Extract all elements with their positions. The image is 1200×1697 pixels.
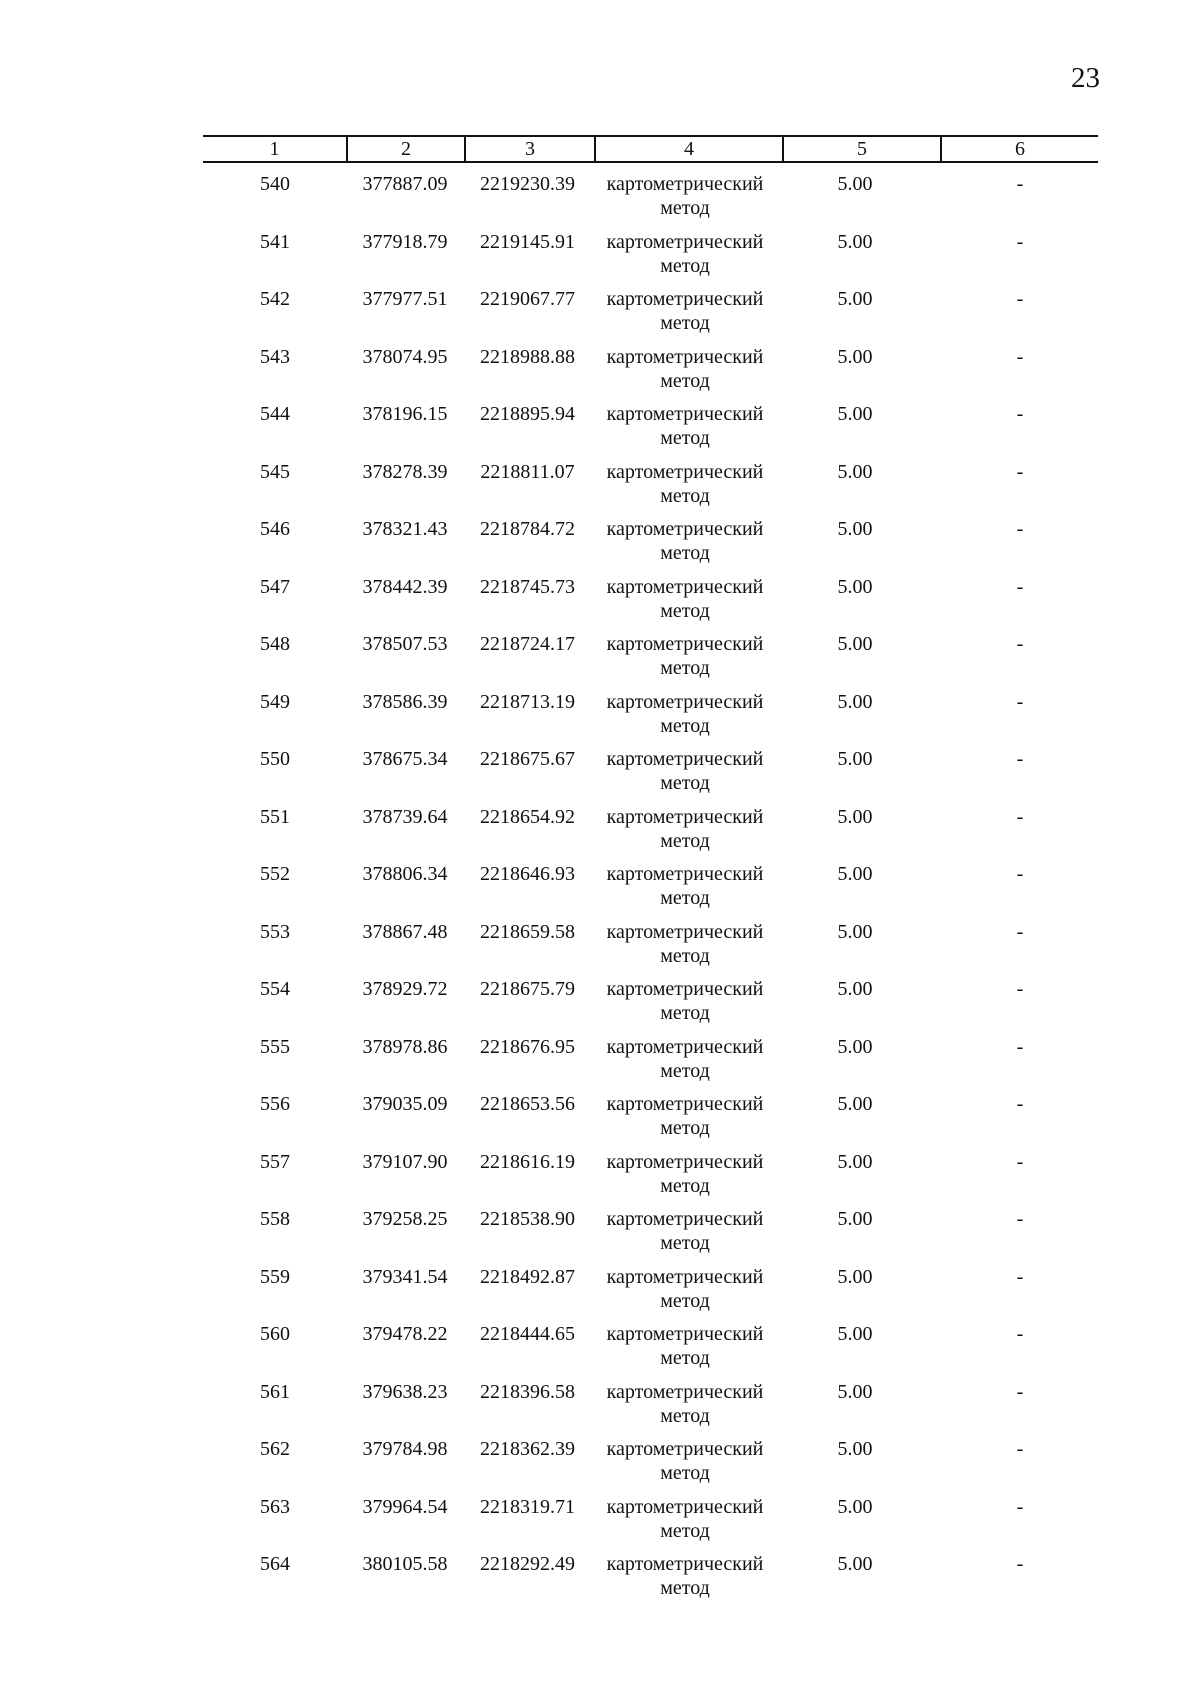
coordinate-x-cell: 377977.51 [362,288,448,310]
coordinate-y-cell: 2218811.07 [480,460,575,483]
method-line-2: метод [660,887,710,909]
point-number-cell: 558 [260,1208,290,1230]
coordinate-x-cell: 380105.58 [362,1553,448,1575]
table-row [0,1207,1200,1265]
header-col-5: 5 [782,137,940,161]
method-cell [595,1092,775,1140]
coordinate-x-cell: 379478.22 [362,1323,448,1345]
method-line-1: картометрический [606,748,764,770]
coordinate-x-cell: 378074.95 [362,345,448,368]
table-row [0,1437,1200,1495]
point-number-cell: 543 [260,345,290,368]
method-cell [595,1437,775,1485]
method-cell [595,1552,775,1600]
accuracy-cell: 5.00 [837,173,873,195]
coordinate-y-cell: 2218676.95 [480,1035,575,1058]
method-line-1: картометрический [606,173,764,195]
accuracy-cell: 5.00 [837,345,873,368]
note-cell: - [1016,1553,1024,1575]
point-number-cell: 544 [260,403,290,425]
coordinate-y-cell: 2219145.91 [480,230,575,253]
accuracy-cell: 5.00 [837,1208,873,1230]
point-number-cell: 548 [260,633,290,655]
coordinate-y-cell: 2218362.39 [480,1438,575,1460]
method-line-2: метод [660,657,710,679]
method-line-1: картометрический [606,1438,764,1460]
accuracy-cell: 5.00 [837,863,873,885]
coordinate-x-cell: 379638.23 [362,1380,448,1403]
note-cell: - [1016,805,1024,828]
method-cell [595,862,775,910]
method-line-2: метод [660,254,710,277]
coordinate-x-cell: 378929.72 [362,978,448,1000]
accuracy-cell: 5.00 [837,575,873,598]
coordinate-y-cell: 2218646.93 [480,863,575,885]
method-line-2: метод [660,542,710,564]
method-cell [595,1035,775,1083]
table-row [0,575,1200,633]
method-line-1: картометрический [606,1495,764,1518]
method-line-1: картометрический [606,863,764,885]
point-number-cell: 564 [260,1553,290,1575]
coordinate-x-cell: 378278.39 [362,460,448,483]
table-row [0,632,1200,690]
method-cell [595,805,775,853]
point-number-cell: 559 [260,1265,290,1288]
coordinate-x-cell: 378321.43 [362,518,448,540]
method-cell [595,977,775,1025]
coordinate-y-cell: 2218724.17 [480,633,575,655]
note-cell: - [1016,460,1024,483]
page-number: 23 [1071,62,1100,94]
note-cell: - [1016,230,1024,253]
method-cell [595,1495,775,1543]
coordinate-y-cell: 2218988.88 [480,345,575,368]
table-row [0,805,1200,863]
coordinate-x-cell: 378196.15 [362,403,448,425]
point-number-cell: 563 [260,1495,290,1518]
method-line-2: метод [660,1347,710,1369]
coordinate-x-cell: 378739.64 [362,805,448,828]
method-cell [595,632,775,680]
coordinate-y-cell: 2218492.87 [480,1265,575,1288]
method-line-1: картометрический [606,1093,764,1115]
method-line-2: метод [660,1519,710,1542]
table-row [0,747,1200,805]
point-number-cell: 541 [260,230,290,253]
method-line-2: метод [660,1462,710,1484]
coordinate-x-cell: 378507.53 [362,633,448,655]
point-number-cell: 540 [260,173,290,195]
coordinate-x-cell: 377918.79 [362,230,448,253]
method-cell [595,517,775,565]
coordinate-x-cell: 378675.34 [362,748,448,770]
method-line-1: картометрический [606,1323,764,1345]
method-line-1: картометрический [606,1380,764,1403]
accuracy-cell: 5.00 [837,633,873,655]
method-line-1: картометрический [606,978,764,1000]
point-number-cell: 550 [260,748,290,770]
table-row [0,345,1200,403]
table-row [0,230,1200,288]
note-cell: - [1016,288,1024,310]
method-line-2: метод [660,829,710,852]
accuracy-cell: 5.00 [837,1093,873,1115]
accuracy-cell: 5.00 [837,518,873,540]
note-cell: - [1016,1265,1024,1288]
accuracy-cell: 5.00 [837,1265,873,1288]
accuracy-cell: 5.00 [837,748,873,770]
method-line-1: картометрический [606,1208,764,1230]
header-col-4: 4 [594,137,782,161]
method-cell [595,402,775,450]
method-line-2: метод [660,484,710,507]
coordinate-y-cell: 2218538.90 [480,1208,575,1230]
method-line-1: картометрический [606,1035,764,1058]
point-number-cell: 560 [260,1323,290,1345]
method-cell [595,1322,775,1370]
table-row [0,517,1200,575]
method-cell [595,345,775,393]
accuracy-cell: 5.00 [837,690,873,713]
table-row [0,977,1200,1035]
accuracy-cell: 5.00 [837,288,873,310]
coordinate-y-cell: 2218616.19 [480,1150,575,1173]
table-row [0,1035,1200,1093]
method-line-2: метод [660,197,710,219]
coordinate-x-cell: 378586.39 [362,690,448,713]
point-number-cell: 556 [260,1093,290,1115]
table-body [0,172,1200,1610]
note-cell: - [1016,575,1024,598]
table-row [0,1092,1200,1150]
accuracy-cell: 5.00 [837,1380,873,1403]
coordinate-y-cell: 2218653.56 [480,1093,575,1115]
coordinate-x-cell: 379341.54 [362,1265,448,1288]
coordinate-y-cell: 2218895.94 [480,403,575,425]
table-row [0,172,1200,230]
point-number-cell: 549 [260,690,290,713]
table-row [0,862,1200,920]
table-row [0,920,1200,978]
method-line-2: метод [660,599,710,622]
coordinate-y-cell: 2218675.67 [480,748,575,770]
coordinate-x-cell: 378806.34 [362,863,448,885]
point-number-cell: 561 [260,1380,290,1403]
table-row [0,460,1200,518]
coordinate-y-cell: 2218784.72 [480,518,575,540]
point-number-cell: 554 [260,978,290,1000]
coordinate-x-cell: 379964.54 [362,1495,448,1518]
accuracy-cell: 5.00 [837,805,873,828]
method-line-2: метод [660,369,710,392]
method-cell [595,1265,775,1313]
method-cell [595,172,775,220]
accuracy-cell: 5.00 [837,1553,873,1575]
coordinate-y-cell: 2218654.92 [480,805,575,828]
method-line-1: картометрический [606,805,764,828]
table-row [0,690,1200,748]
coordinate-y-cell: 2218713.19 [480,690,575,713]
note-cell: - [1016,633,1024,655]
method-line-1: картометрический [606,1553,764,1575]
method-line-1: картометрический [606,633,764,655]
point-number-cell: 546 [260,518,290,540]
method-line-2: метод [660,1059,710,1082]
note-cell: - [1016,920,1024,943]
accuracy-cell: 5.00 [837,460,873,483]
note-cell: - [1016,863,1024,885]
method-line-1: картометрический [606,920,764,943]
method-line-1: картометрический [606,230,764,253]
method-cell [595,460,775,508]
coordinate-y-cell: 2218396.58 [480,1380,575,1403]
coordinate-x-cell: 378867.48 [362,920,448,943]
table-row [0,287,1200,345]
coordinate-y-cell: 2218319.71 [480,1495,575,1518]
coordinate-x-cell: 379258.25 [362,1208,448,1230]
table-row [0,402,1200,460]
accuracy-cell: 5.00 [837,230,873,253]
note-cell: - [1016,1093,1024,1115]
accuracy-cell: 5.00 [837,1150,873,1173]
method-line-2: метод [660,944,710,967]
method-cell [595,920,775,968]
coordinate-x-cell: 379784.98 [362,1438,448,1460]
accuracy-cell: 5.00 [837,1323,873,1345]
point-number-cell: 551 [260,805,290,828]
note-cell: - [1016,690,1024,713]
point-number-cell: 545 [260,460,290,483]
method-line-1: картометрический [606,575,764,598]
coordinate-x-cell: 378442.39 [362,575,448,598]
method-line-1: картометрический [606,1265,764,1288]
method-cell [595,230,775,278]
point-number-cell: 557 [260,1150,290,1173]
table-row [0,1150,1200,1208]
coordinate-y-cell: 2218745.73 [480,575,575,598]
table-row [0,1322,1200,1380]
note-cell: - [1016,1150,1024,1173]
note-cell: - [1016,518,1024,540]
coordinate-x-cell: 377887.09 [362,173,448,195]
method-cell [595,747,775,795]
coordinate-y-cell: 2219230.39 [480,173,575,195]
accuracy-cell: 5.00 [837,978,873,1000]
note-cell: - [1016,1380,1024,1403]
method-line-1: картометрический [606,345,764,368]
coordinate-y-cell: 2218659.58 [480,920,575,943]
note-cell: - [1016,1323,1024,1345]
point-number-cell: 552 [260,863,290,885]
coordinate-y-cell: 2218675.79 [480,978,575,1000]
header-col-1: 1 [269,138,280,160]
table-row [0,1380,1200,1438]
method-cell [595,1150,775,1198]
method-line-2: метод [660,1117,710,1139]
method-line-2: метод [660,1577,710,1599]
header-col-6: 6 [940,137,1098,161]
note-cell: - [1016,345,1024,368]
coordinate-y-cell: 2219067.77 [480,288,575,310]
point-number-cell: 547 [260,575,290,598]
note-cell: - [1016,748,1024,770]
accuracy-cell: 5.00 [837,920,873,943]
note-cell: - [1016,1438,1024,1460]
method-line-2: метод [660,714,710,737]
coordinate-x-cell: 379107.90 [362,1150,448,1173]
method-line-2: метод [660,1289,710,1312]
table-row [0,1495,1200,1553]
point-number-cell: 555 [260,1035,290,1058]
header-col-2: 2 [346,137,464,161]
note-cell: - [1016,1208,1024,1230]
point-number-cell: 562 [260,1438,290,1460]
method-line-1: картометрический [606,460,764,483]
method-line-2: метод [660,1232,710,1254]
method-line-1: картометрический [606,518,764,540]
accuracy-cell: 5.00 [837,1438,873,1460]
method-line-1: картометрический [606,403,764,425]
method-line-2: метод [660,772,710,794]
method-cell [595,1207,775,1255]
coordinate-x-cell: 379035.09 [362,1093,448,1115]
table-row [0,1552,1200,1610]
coordinate-y-cell: 2218444.65 [480,1323,575,1345]
note-cell: - [1016,1035,1024,1058]
method-cell [595,287,775,335]
note-cell: - [1016,978,1024,1000]
method-line-2: метод [660,1404,710,1427]
table-row [0,1265,1200,1323]
accuracy-cell: 5.00 [837,1035,873,1058]
method-line-1: картометрический [606,690,764,713]
method-line-2: метод [660,427,710,449]
note-cell: - [1016,1495,1024,1518]
header-col-3: 3 [464,137,594,161]
method-line-1: картометрический [606,288,764,310]
method-line-2: метод [660,1174,710,1197]
note-cell: - [1016,403,1024,425]
accuracy-cell: 5.00 [837,403,873,425]
method-line-2: метод [660,1002,710,1024]
accuracy-cell: 5.00 [837,1495,873,1518]
method-line-2: метод [660,312,710,334]
method-cell [595,690,775,738]
method-line-1: картометрический [606,1150,764,1173]
method-cell [595,1380,775,1428]
method-cell [595,575,775,623]
table-header [203,135,1098,163]
coordinate-y-cell: 2218292.49 [480,1553,575,1575]
note-cell: - [1016,173,1024,195]
point-number-cell: 542 [260,288,290,310]
coordinate-x-cell: 378978.86 [362,1035,448,1058]
point-number-cell: 553 [260,920,290,943]
